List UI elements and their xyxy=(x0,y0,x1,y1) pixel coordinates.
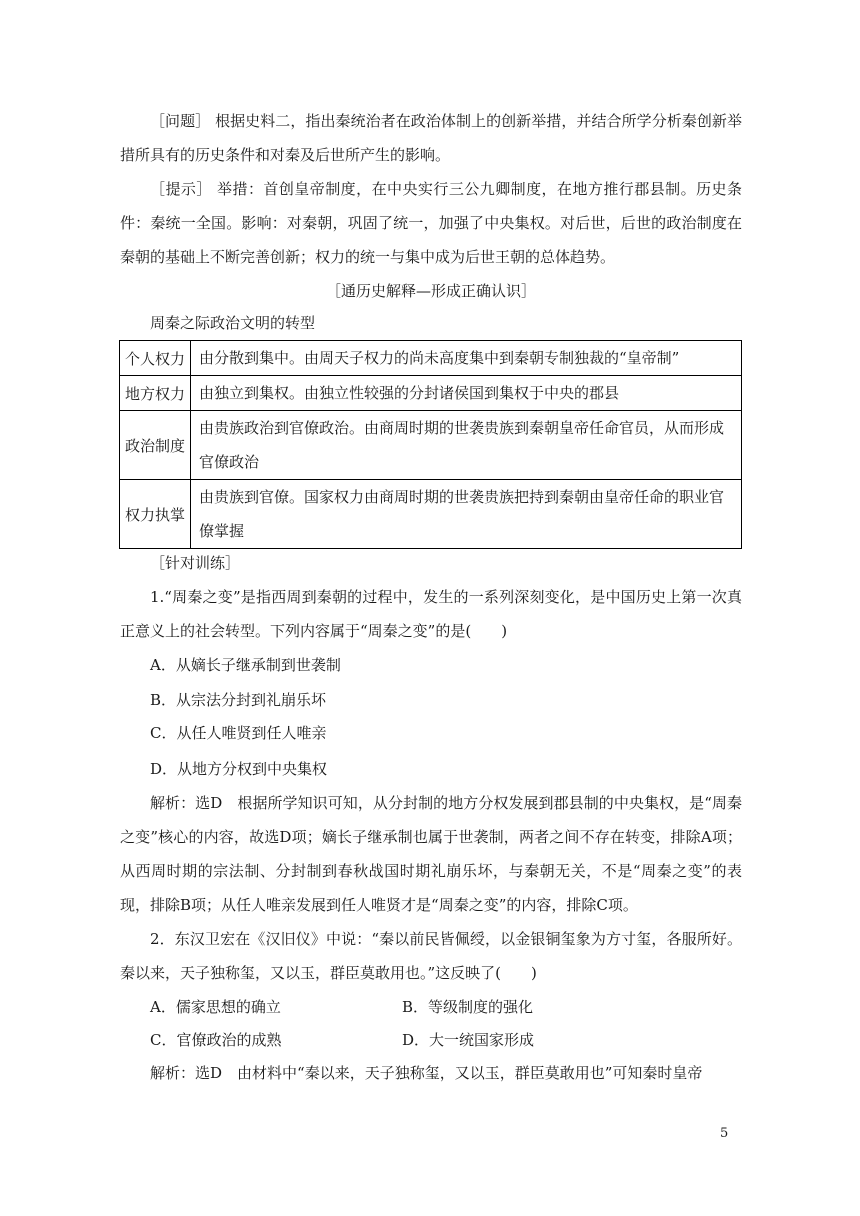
table-key-cell: 权力执掌 xyxy=(120,480,191,549)
q1-stem: 1.“周秦之变”是指西周到秦朝的过程中，发生的一系列深刻变化，是中国历史上第一次真正意义上的社会转型。下列内容属于“周秦之变”的是( ) xyxy=(120,588,742,640)
hint-text: 举措：首创皇帝制度，在中央实行三公九卿制度，在地方推行郡县制。历史条件：秦统一全国。影响：对秦朝，巩固了统一，加强了中央集权。对后世，后世的政治制度在秦朝的基础上不断完善创新；权力的统一与集中成为后世王朝的总体趋势。 xyxy=(120,180,742,266)
q1-analysis: 解析：选D 根据所学知识可知，从分封制的地方分权发展到郡县制的中央集权，是“周秦之变”核心的内容，故选D项；嫡长子继承制也属于世袭制，两者之间不存在转变，排除A项；从西周时期的宗法制、分封制到春秋战国时期礼崩乐坏，与秦朝无关，不是“周秦之变”的表现，排除B项；从任人唯亲发展到任人唯贤才是“周秦之变”的内容，排除C项。 xyxy=(120,794,742,914)
hint-paragraph xyxy=(120,172,742,274)
question-label: ［问题］ xyxy=(150,112,211,130)
table-title: 周秦之际政治文明的转型 xyxy=(150,314,316,332)
question-paragraph xyxy=(120,104,742,172)
q2-option-d: D．大一统国家形成 xyxy=(402,1031,535,1049)
training-heading: ［针对训练］ xyxy=(150,554,241,572)
table-row xyxy=(120,480,742,549)
table-key-cell: 政治制度 xyxy=(120,411,191,480)
q2-option-a: A．儒家思想的确立 xyxy=(150,998,281,1016)
section-heading: ［通历史解释—形成正确认识］ xyxy=(325,282,536,300)
table-key-cell: 个人权力 xyxy=(120,341,191,376)
table-row xyxy=(120,341,742,376)
table-row xyxy=(120,411,742,480)
q1-option-b: B．从宗法分封到礼崩乐坏 xyxy=(150,691,327,709)
q2-analysis: 解析：选D 由材料中“秦以来，天子独称玺，又以玉，群臣莫敢用也”可知秦时皇帝 xyxy=(150,1064,703,1082)
hint-label: ［提示］ xyxy=(150,180,212,198)
table-value-cell: 由独立到集权。由独立性较强的分封诸侯国到集权于中央的郡县 xyxy=(191,376,742,411)
q1-option-a: A．从嫡长子继承制到世袭制 xyxy=(150,656,341,674)
page-number: 5 xyxy=(720,1126,729,1141)
q1-option-c: C．从任人唯贤到任人唯亲 xyxy=(150,724,327,742)
table-row xyxy=(120,376,742,411)
table-value-cell: 由贵族政治到官僚政治。由商周时期的世袭贵族到秦朝皇帝任命官员，从而形成官僚政治 xyxy=(191,411,742,480)
transition-table xyxy=(119,340,742,549)
q1-option-d: D．从地方分权到中央集权 xyxy=(150,760,328,778)
table-value-cell: 由贵族到官僚。国家权力由商周时期的世袭贵族把持到秦朝由皇帝任命的职业官僚掌握 xyxy=(191,480,742,549)
q2-option-b: B．等级制度的强化 xyxy=(402,998,534,1016)
table-value-cell: 由分散到集中。由周天子权力的尚未高度集中到秦朝专制独裁的“皇帝制” xyxy=(191,341,742,376)
q2-option-c: C．官僚政治的成熟 xyxy=(150,1031,282,1049)
question-text: 根据史料二，指出秦统治者在政治体制上的创新举措，并结合所学分析秦创新举措所具有的历史条件和对秦及后世所产生的影响。 xyxy=(120,112,742,164)
table-key-cell: 地方权力 xyxy=(120,376,191,411)
q2-stem: 2．东汉卫宏在《汉旧仪》中说：“秦以前民皆佩绶，以金银铜玺象为方寸玺，各服所好。秦以来，天子独称玺，又以玉，群臣莫敢用也。”这反映了( ) xyxy=(120,930,742,982)
